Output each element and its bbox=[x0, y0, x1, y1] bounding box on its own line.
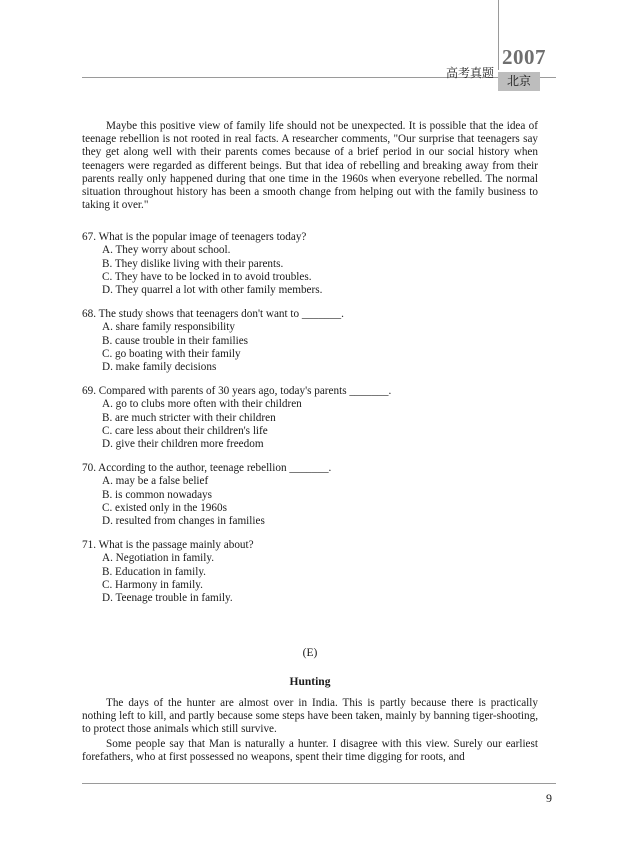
header-rule bbox=[82, 77, 498, 78]
header-title: 高考真题 bbox=[446, 66, 495, 80]
option-c: C. They have to be locked in to avoid troubles. bbox=[102, 270, 312, 283]
question-70 bbox=[82, 462, 331, 528]
option-a: A. Negotiation in family. bbox=[102, 552, 215, 565]
option-d: D. resulted from changes in families bbox=[102, 515, 265, 528]
option-d: D. give their children more freedom bbox=[102, 438, 264, 451]
question-69 bbox=[82, 385, 391, 451]
option-d: D. make family decisions bbox=[102, 361, 217, 374]
option-c: C. go boating with their family bbox=[102, 347, 241, 360]
option-a: A. share family responsibility bbox=[102, 321, 235, 334]
section-paragraph: The days of the hunter are almost over in India. This is partly because there is practically nothing left to kill, and partly because some steps have been taken, mainly by banning tiger-shooting, to protect those animals which still survive. bbox=[82, 697, 538, 736]
passage-paragraph: Maybe this positive view of family life should not be unexpected. It is possible that the idea of teenage rebellion is not rooted in real facts. A researcher comments, "Our surprise that teenagers say they get along well with their parents comes because of a brief period in our social history when teenagers were regarded as different beings. But that idea of rebelling and breaking away from their parents really only happened during that one time in the 1960s when everyone rebelled. The normal situation throughout history has been a smooth change from helping out with the family business to taking it over." bbox=[82, 120, 538, 212]
option-c: C. existed only in the 1960s bbox=[102, 501, 227, 514]
question-stem: 67. What is the popular image of teenagers today? bbox=[82, 231, 307, 243]
option-b: B. They dislike living with their parents. bbox=[102, 257, 284, 270]
header-year: 2007 bbox=[502, 45, 546, 69]
option-c: C. care less about their children's life bbox=[102, 424, 268, 437]
option-d: D. They quarrel a lot with other family members. bbox=[102, 284, 323, 297]
option-a: A. They worry about school. bbox=[102, 244, 231, 257]
section-label: (E) bbox=[302, 647, 318, 659]
page-number: 9 bbox=[546, 791, 552, 805]
question-67 bbox=[82, 231, 322, 297]
option-b: B. Education in family. bbox=[102, 565, 206, 578]
footer-rule bbox=[82, 783, 556, 784]
option-c: C. Harmony in family. bbox=[102, 578, 203, 591]
header-region-badge: 北京 bbox=[498, 72, 540, 91]
question-68 bbox=[82, 308, 344, 374]
question-71 bbox=[82, 539, 254, 605]
section-title: Hunting bbox=[289, 676, 331, 688]
section-paragraph: Some people say that Man is naturally a hunter. I disagree with this view. Surely our earliest forefathers, who at first possessed no weapons, spent their time digging for roots, and bbox=[82, 738, 538, 764]
option-b: B. cause trouble in their families bbox=[102, 334, 249, 347]
option-b: B. are much stricter with their children bbox=[102, 411, 276, 424]
option-b: B. is common nowadays bbox=[102, 488, 213, 501]
option-d: D. Teenage trouble in family. bbox=[102, 592, 233, 605]
question-stem: 69. Compared with parents of 30 years ago, today's parents _______. bbox=[82, 385, 392, 397]
question-stem: 70. According to the author, teenage rebellion _______. bbox=[82, 462, 332, 474]
question-stem: 71. What is the passage mainly about? bbox=[82, 539, 254, 551]
option-a: A. go to clubs more often with their children bbox=[102, 398, 302, 411]
option-a: A. may be a false belief bbox=[102, 475, 209, 488]
header-vertical-rule bbox=[498, 0, 499, 70]
question-stem: 68. The study shows that teenagers don't want to _______. bbox=[82, 308, 344, 320]
